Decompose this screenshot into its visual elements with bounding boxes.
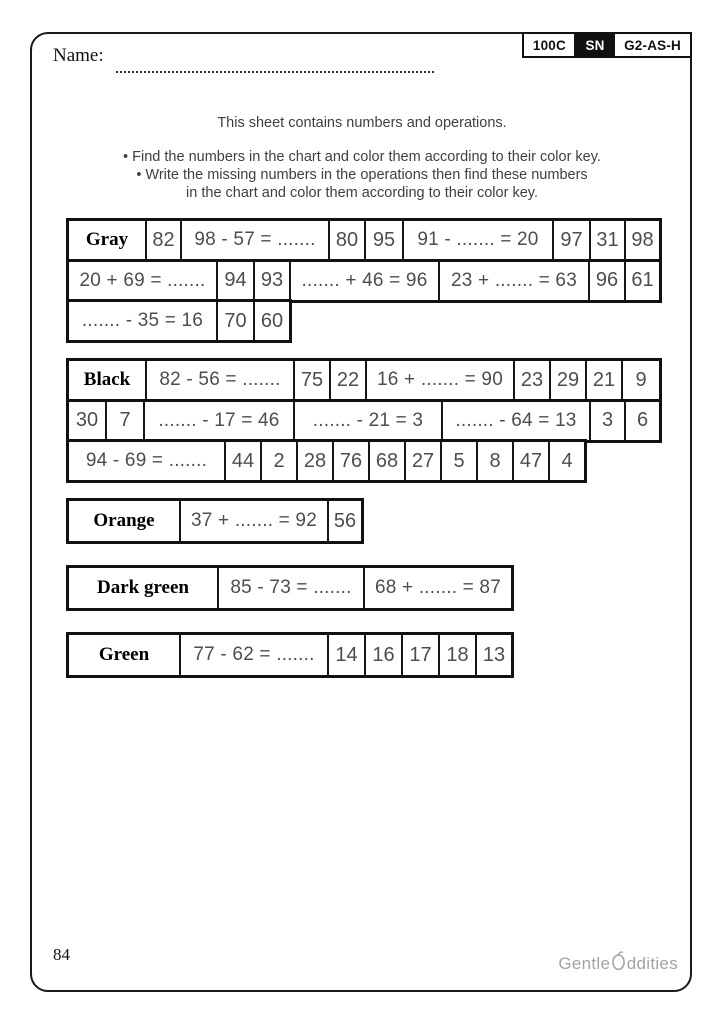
number-cell: 28 [296,442,332,480]
name-label: Name: [53,45,104,66]
table-row [66,498,364,544]
number-cell: 5 [440,442,476,480]
number-cell: 96 [588,262,624,300]
operation-cell: 37 + ....... = 92 [179,501,327,541]
operation-cell: ....... + 46 = 96 [289,262,438,300]
instructions-list [40,149,684,202]
operation-cell: 68 + ....... = 87 [363,568,511,608]
color-table-black [66,358,662,483]
operation-cell: 20 + 69 = ....... [79,269,206,291]
operation-cell: 94 - 69 = ....... [85,450,208,471]
table-row [66,259,662,303]
logo-text-prefix: Gentle [558,953,611,973]
logo-o-icon [610,950,627,977]
number-cell: 3 [589,402,624,440]
number-cell: 31 [589,221,624,259]
number-cell: 6 [624,402,659,440]
operation-cell: 16 + ....... = 90 [365,361,513,399]
number-cell: 4 [548,442,584,480]
color-table-green [66,632,514,678]
number-cell: 94 [216,262,253,300]
color-table-orange [66,498,364,544]
badge-bar [524,32,692,58]
operation-cell: ....... - 35 = 16 [81,310,204,331]
operation-cell: ....... - 17 = 46 [143,402,293,440]
number-cell: 95 [364,221,402,259]
operation-cell: ....... - 64 = 13 [441,402,589,440]
number-cell: 82 [145,221,180,259]
name-fill-line [116,49,434,73]
number-cell: 97 [552,221,589,259]
instruction-line: in the chart and color them according to their color key. [186,184,538,201]
sheet-description: This sheet contains numbers and operations. [217,115,507,131]
operation-cell: 23 + ....... = 63 [438,262,588,300]
operation-cell: 82 - 56 = ....... [145,361,293,399]
number-cell: 18 [438,635,475,675]
number-cell: 47 [512,442,548,480]
color-table-gray [66,218,662,343]
table-row [66,358,662,402]
color-key-label: Gray [85,229,129,250]
number-cell: 21 [585,361,621,399]
number-cell: 30 [75,409,99,431]
table-row [66,218,662,262]
color-table-dark-green [66,565,514,611]
number-cell: 61 [624,262,659,300]
color-key-label: Black [83,369,131,390]
operation-cell: ....... - 21 = 3 [293,402,441,440]
color-key-label: Green [98,644,150,665]
number-cell: 56 [327,501,361,541]
table-row [66,632,514,678]
operation-cell: 77 - 62 = ....... [179,635,327,675]
number-cell: 23 [513,361,549,399]
number-cell: 75 [293,361,329,399]
color-key-label: Dark green [97,577,189,598]
number-cell: 44 [224,442,260,480]
number-cell: 68 [368,442,404,480]
number-cell: 17 [401,635,438,675]
color-key-label: Orange [93,510,155,531]
number-cell: 98 [624,221,659,259]
number-cell: 16 [364,635,401,675]
number-cell: 60 [253,302,289,340]
number-cell: 76 [332,442,368,480]
number-cell: 7 [105,402,143,440]
operation-cell: 85 - 73 = ....... [217,568,363,608]
number-cell: 14 [327,635,364,675]
operation-cell: 91 - ....... = 20 [402,221,552,259]
logo-text-suffix: ddities [626,953,678,973]
number-cell: 70 [216,302,253,340]
badge-100c: 100C [522,32,577,58]
instruction-line: • Write the missing numbers in the operations then find these numbers [136,166,588,183]
table-row [66,299,292,343]
badge-sn: SN [574,32,615,58]
number-cell: 8 [476,442,512,480]
number-cell: 22 [329,361,365,399]
number-cell: 9 [621,361,659,399]
page-number: 84 [53,945,70,964]
number-cell: 13 [475,635,511,675]
table-row [66,565,514,611]
table-row [66,399,662,443]
brand-logo [558,950,678,977]
number-cell: 29 [549,361,585,399]
badge-g2-as-h: G2-AS-H [613,32,692,58]
number-cell: 2 [260,442,296,480]
number-cell: 93 [253,262,289,300]
number-cell: 80 [328,221,364,259]
operation-cell: 98 - 57 = ....... [180,221,328,259]
number-cell: 27 [404,442,440,480]
instruction-line: • Find the numbers in the chart and color them according to their color key. [123,149,601,165]
table-row [66,439,587,483]
